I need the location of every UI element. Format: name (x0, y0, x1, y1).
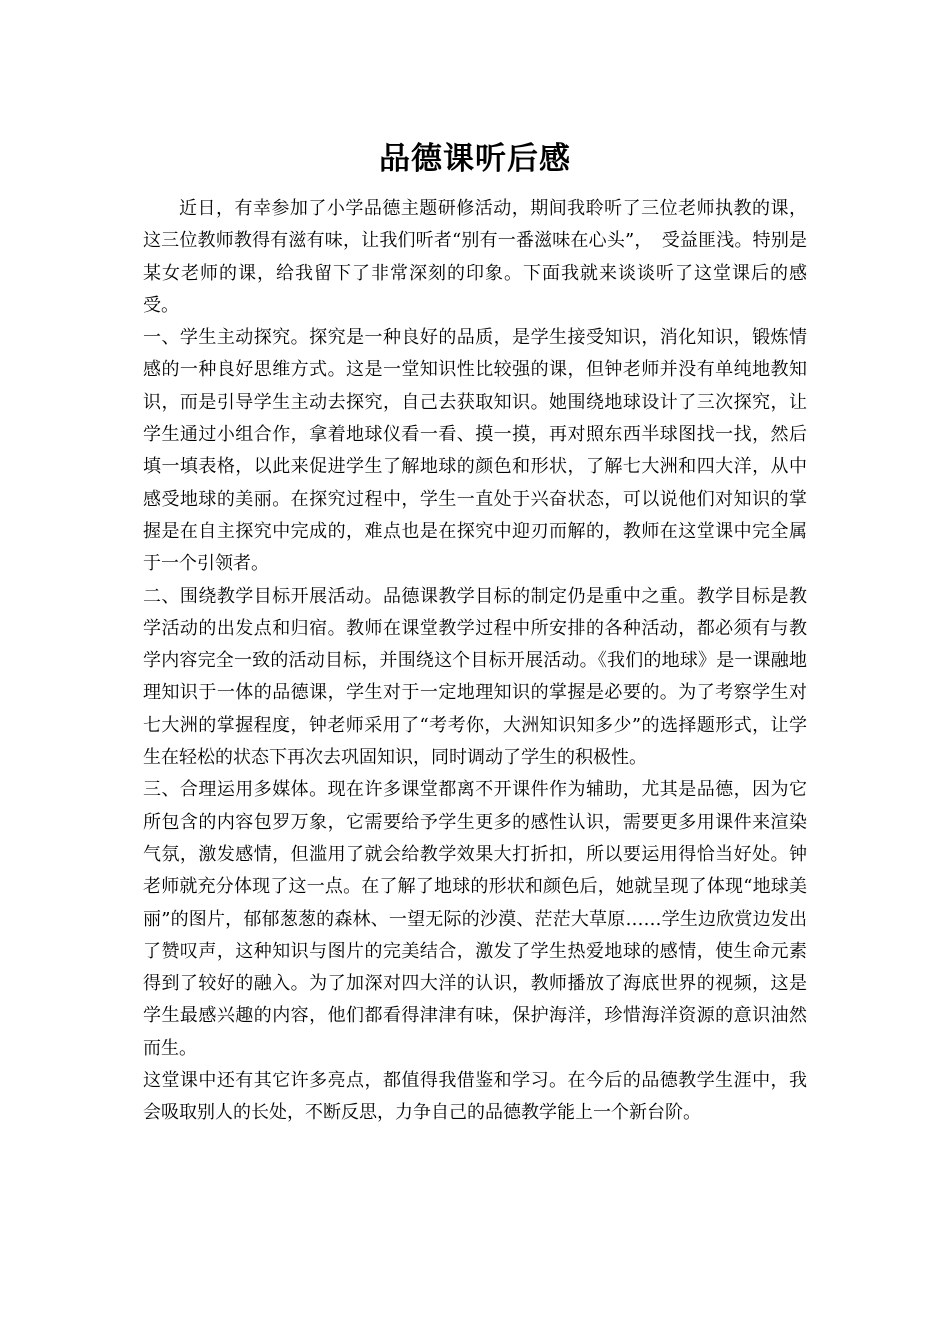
paragraph-section-1: 一、学生主动探究。探究是一种良好的品质，是学生接受知识，消化知识，锻炼情感的一种良好思维方式。这是一堂知识性比较强的课，但钟老师并没有单纯地教知识，而是引导学生主动去探究，自己去获取知识。她围绕地球设计了三次探究，让学生通过小组合作，拿着地球仪看一看、摸一摸，再对照东西半球图找一找，然后填一填表格，以此来促进学生了解地球的颜色和形状，了解七大洲和四大洋，从中感受地球的美丽。在探究过程中，学生一直处于兴奋状态，可以说他们对知识的掌握是在自主探究中完成的，难点也是在探究中迎刃而解的，教师在这堂课中完全属于一个引领者。 (143, 327, 807, 575)
document-body (143, 193, 807, 1130)
paragraph-conclusion: 这堂课中还有其它许多亮点，都值得我借鉴和学习。在今后的品德教学生涯中，我会吸取别人的长处，不断反思，力争自己的品德教学能上一个新台阶。 (143, 1070, 807, 1124)
document-title: 品德课听后感 (379, 141, 571, 177)
paragraph-section-2: 二、围绕教学目标开展活动。品德课教学目标的制定仍是重中之重。教学目标是教学活动的出发点和归宿。教师在课堂教学过程中所安排的各种活动，都必须有与教学内容完全一致的活动目标，并围绕这个目标开展活动。《我们的地球》是一课融地理知识于一体的品德课，学生对于一定地理知识的掌握是必要的。为了考察学生对七大洲的掌握程度，钟老师采用了“考考你，大洲知识知多少”的选择题形式，让学生在轻松的状态下再次去巩固知识，同时调动了学生的积极性。 (143, 585, 807, 769)
paragraph-intro: 近日，有幸参加了小学品德主题研修活动，期间我聆听了三位老师执教的课，这三位教师教得有滋有味，让我们听者“别有一番滋味在心头”， 受益匪浅。特别是某女老师的课，给我留下了非常深刻的印象。下面我就来谈谈听了这堂课后的感受。 (143, 198, 807, 316)
paragraph-section-3: 三、合理运用多媒体。现在许多课堂都离不开课件作为辅助，尤其是品德，因为它所包含的内容包罗万象，它需要给予学生更多的感性认识，需要更多用课件来渲染气氛，激发感情，但滥用了就会给教学效果大打折扣，所以要运用得恰当好处。钟老师就充分体现了这一点。在了解了地球的形状和颜色后，她就呈现了体现“地球美丽”的图片，郁郁葱葱的森林、一望无际的沙漠、茫茫大草原……学生边欣赏边发出了赞叹声，这种知识与图片的完美结合，激发了学生热爱地球的感情，使生命元素得到了较好的融入。为了加深对四大洋的认识，教师播放了海底世界的视频，这是学生最感兴趣的内容，他们都看得津津有味，保护海洋，珍惜海洋资源的意识油然而生。 (143, 779, 807, 1059)
